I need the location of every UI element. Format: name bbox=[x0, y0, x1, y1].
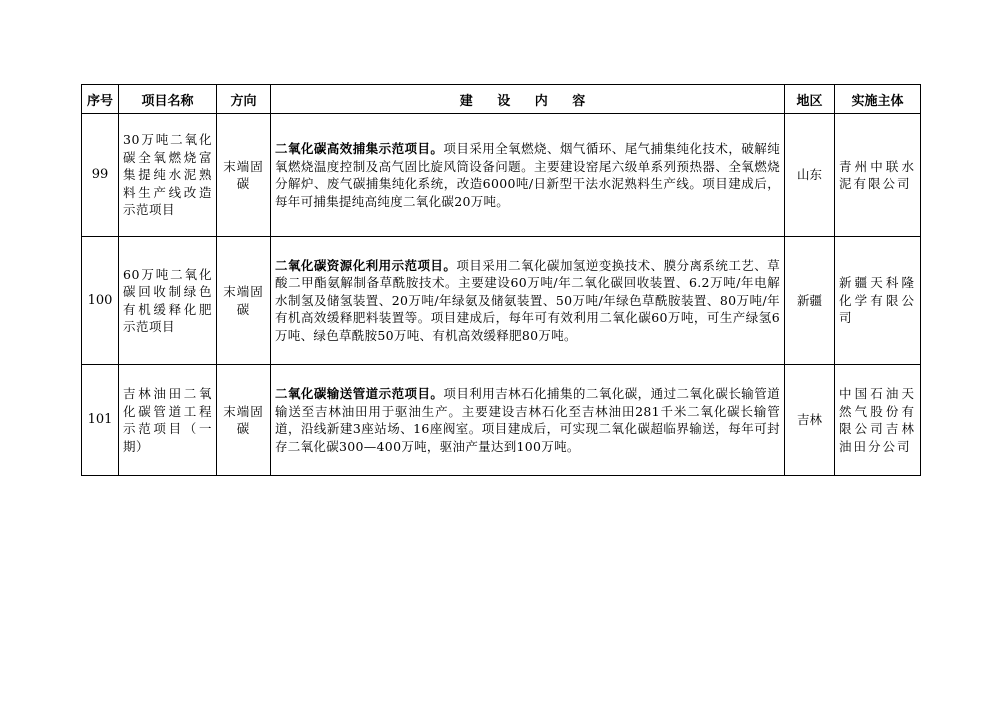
table-row bbox=[82, 237, 921, 365]
row-number: 99 bbox=[82, 114, 119, 237]
content-body: 项目利用吉林石化捕集的二氧化碳，通过二氧化碳长输管道输送至吉林油田用于驱油生产。主要建设吉林石化至吉林油田281千米二氧化碳长输管道，沿线新建3座站场、16座阀室。项目建成后，可实现二氧化碳超临界输送，每年可封存二氧化碳300—400万吨，驱油产量达到100万吨。 bbox=[275, 386, 780, 454]
header-org: 实施主体 bbox=[835, 85, 921, 114]
project-name: 吉林油田二氧化碳管道工程示范项目（一期） bbox=[119, 365, 217, 476]
content-title: 二氧化碳资源化利用示范项目。 bbox=[275, 257, 457, 273]
row-number: 101 bbox=[82, 365, 119, 476]
content-body: 项目采用全氧燃烧、烟气循环、尾气捕集纯化技术，破解纯氧燃烧温度控制及高气固比旋风筒设备问题。主要建设窑尾六级单系列预热器、全氧燃烧分解炉、废气碳捕集纯化系统，改造6000吨/日新型干法水泥熟料生产线。项目建成后，每年可捕集提纯高纯度二氧化碳20万吨。 bbox=[275, 141, 780, 209]
project-content bbox=[271, 237, 785, 365]
project-org: 新疆天科隆化学有限公司 bbox=[835, 237, 921, 365]
project-content bbox=[271, 365, 785, 476]
table-row bbox=[82, 114, 921, 237]
row-number: 100 bbox=[82, 237, 119, 365]
header-region: 地区 bbox=[785, 85, 835, 114]
project-direction: 末端固碳 bbox=[217, 365, 271, 476]
project-region: 吉林 bbox=[785, 365, 835, 476]
content-title: 二氧化碳高效捕集示范项目。 bbox=[275, 141, 444, 156]
content-body: 项目采用二氧化碳加氢逆变换技术、膜分离系统工艺、草酸二甲酯氨解制备草酰胺技术。主要建设60万吨/年二氧化碳回收装置、6.2万吨/年电解水制氢及储氢装置、20万吨/年绿氨及储氨装置、50万吨/年绿色草酰胺装置、80万吨/年有机高效缓释肥料装置等。项目建成后，每年可有效利用二氧化碳60万吨，可生产绿氢6万吨、绿色草酰胺50万吨、有机高效缓释肥80万吨。 bbox=[275, 257, 780, 343]
project-content bbox=[271, 114, 785, 237]
table-row bbox=[82, 365, 921, 476]
project-region: 新疆 bbox=[785, 237, 835, 365]
header-name: 项目名称 bbox=[119, 85, 217, 114]
content-title: 二氧化碳输送管道示范项目。 bbox=[275, 386, 444, 401]
header-direction: 方向 bbox=[217, 85, 271, 114]
project-org: 青州中联水泥有限公司 bbox=[835, 114, 921, 237]
header-row bbox=[82, 85, 921, 114]
project-direction: 末端固碳 bbox=[217, 237, 271, 365]
project-name: 30万吨二氧化碳全氧燃烧富集提纯水泥熟料生产线改造示范项目 bbox=[119, 114, 217, 237]
project-region: 山东 bbox=[785, 114, 835, 237]
project-name: 60万吨二氧化碳回收制绿色有机缓释化肥示范项目 bbox=[119, 237, 217, 365]
project-table bbox=[81, 84, 921, 476]
project-org: 中国石油天然气股份有限公司吉林油田分公司 bbox=[835, 365, 921, 476]
header-content: 建 设 内 容 bbox=[271, 85, 785, 114]
header-no: 序号 bbox=[82, 85, 119, 114]
project-direction: 末端固碳 bbox=[217, 114, 271, 237]
